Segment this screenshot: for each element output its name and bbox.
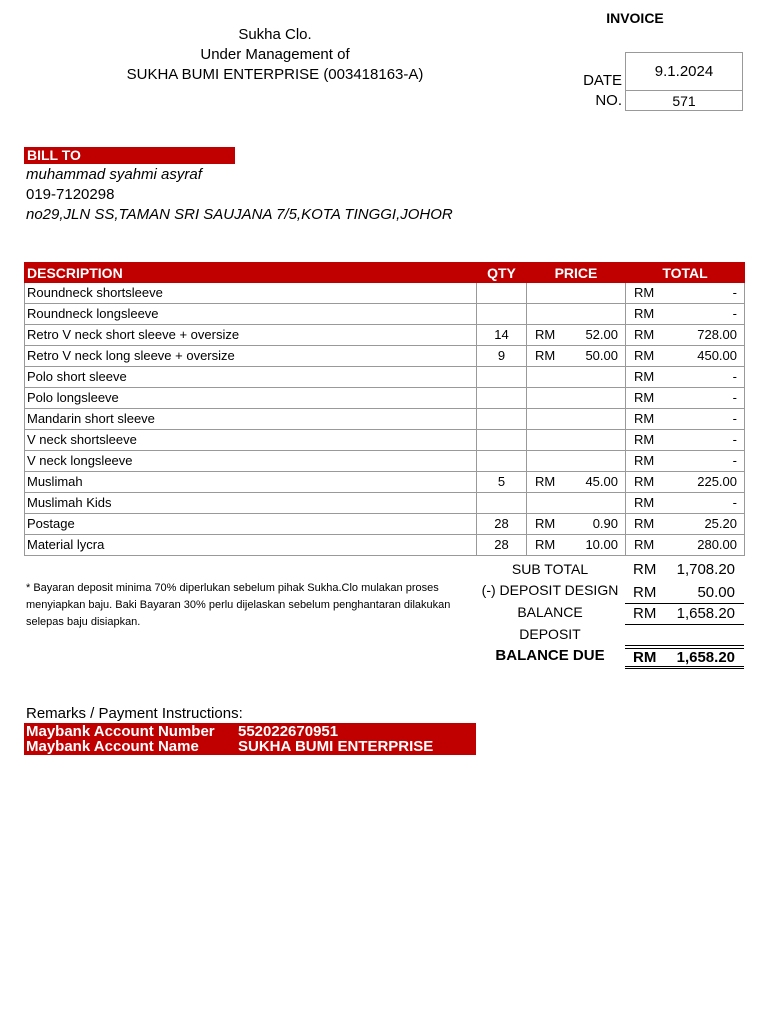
row-total <box>626 346 745 367</box>
description-header: DESCRIPTION <box>25 263 477 283</box>
invoice-number-label: NO. <box>595 92 622 109</box>
row-description: Postage <box>25 514 477 535</box>
row-qty: 28 <box>477 535 527 556</box>
total-header: TOTAL <box>626 263 745 283</box>
subtotal-currency: RM <box>633 561 657 578</box>
company-name: Sukha Clo. <box>238 26 312 43</box>
row-description: Material lycra <box>25 535 477 556</box>
table-row <box>25 325 745 346</box>
bill-to-header: BILL TO <box>24 147 235 164</box>
qty-header: QTY <box>477 263 527 283</box>
table-row <box>25 409 745 430</box>
balance-due-rule-bottom <box>625 666 744 667</box>
row-total-currency: RM <box>634 495 655 510</box>
row-total-currency: RM <box>634 537 655 552</box>
row-price <box>527 430 626 451</box>
row-total <box>626 472 745 493</box>
row-total <box>626 493 745 514</box>
row-qty <box>477 367 527 388</box>
balance-due-rule-bottom-2 <box>625 668 744 669</box>
row-qty <box>477 493 527 514</box>
row-total-amount: - <box>732 411 737 426</box>
table-row <box>25 346 745 367</box>
row-total-currency: RM <box>634 453 655 468</box>
row-price-currency: RM <box>535 348 556 363</box>
row-qty <box>477 283 527 304</box>
balance-rule <box>625 603 744 604</box>
account-number: 552022670951 <box>238 723 339 740</box>
account-number-bar <box>24 723 476 740</box>
deposit-design-label: (-) DEPOSIT DESIGN <box>481 582 619 598</box>
row-total <box>626 325 745 346</box>
row-qty <box>477 304 527 325</box>
balance-label: BALANCE <box>517 604 583 620</box>
row-total-amount: 728.00 <box>697 327 737 342</box>
balance-currency: RM <box>633 605 657 622</box>
row-price <box>527 346 626 367</box>
row-price-currency: RM <box>535 474 556 489</box>
row-total-amount: - <box>732 306 737 321</box>
row-total-amount: - <box>732 285 737 300</box>
row-price <box>527 388 626 409</box>
row-total-amount: 225.00 <box>697 474 737 489</box>
invoice-number: 571 <box>625 90 743 111</box>
table-row <box>25 367 745 388</box>
row-total-currency: RM <box>634 516 655 531</box>
row-total-amount: - <box>732 390 737 405</box>
row-qty <box>477 430 527 451</box>
row-total-amount: 25.20 <box>704 516 737 531</box>
row-total <box>626 514 745 535</box>
row-total <box>626 430 745 451</box>
row-price <box>527 367 626 388</box>
balance-value <box>625 605 743 625</box>
row-price <box>527 451 626 472</box>
row-description: Polo longsleeve <box>25 388 477 409</box>
row-total-amount: 450.00 <box>697 348 737 363</box>
customer-address: no29,JLN SS,TAMAN SRI SAUJANA 7/5,KOTA TINGGI,JOHOR <box>26 206 453 223</box>
row-description: Muslimah <box>25 472 477 493</box>
management-line: Under Management of <box>200 46 350 63</box>
row-description: Roundneck longsleeve <box>25 304 477 325</box>
account-name-bar <box>24 740 476 755</box>
row-total <box>626 304 745 325</box>
row-description: Retro V neck long sleeve + oversize <box>25 346 477 367</box>
table-row <box>25 388 745 409</box>
row-description: Polo short sleeve <box>25 367 477 388</box>
table-header-row <box>25 263 745 283</box>
row-price <box>527 304 626 325</box>
table-row <box>25 451 745 472</box>
table-row <box>25 430 745 451</box>
table-row <box>25 283 745 304</box>
balance-due-amount: 1,658.20 <box>676 649 735 666</box>
remarks-label: Remarks / Payment Instructions: <box>26 705 243 722</box>
table-row <box>25 514 745 535</box>
deposit-design-currency: RM <box>633 584 657 601</box>
row-price-amount: 0.90 <box>592 516 618 531</box>
account-name: SUKHA BUMI ENTERPRISE <box>238 740 434 755</box>
table-row <box>25 472 745 493</box>
row-price <box>527 325 626 346</box>
row-price <box>527 535 626 556</box>
row-qty <box>477 451 527 472</box>
row-price-amount: 10.00 <box>585 537 618 552</box>
row-total <box>626 388 745 409</box>
deposit-rule <box>625 624 744 625</box>
enterprise-name: SUKHA BUMI ENTERPRISE (003418163-A) <box>126 66 424 83</box>
balance-due-currency: RM <box>633 649 657 666</box>
row-qty: 28 <box>477 514 527 535</box>
row-price-amount: 45.00 <box>585 474 618 489</box>
row-qty: 14 <box>477 325 527 346</box>
account-name-label: Maybank Account Name <box>26 740 199 755</box>
subtotal-amount: 1,708.20 <box>676 561 735 578</box>
row-qty <box>477 388 527 409</box>
deposit-note: * Bayaran deposit minima 70% diperlukan sebelum pihak Sukha.Clo mulakan proses menyiapkan baju. Baki Bayaran 30% perlu dijelaskan sebelum penghantaran dilakukan selepas baju disiapkan. <box>26 582 451 628</box>
row-total-currency: RM <box>634 432 655 447</box>
items-table <box>24 262 745 556</box>
row-price <box>527 493 626 514</box>
row-total-currency: RM <box>634 474 655 489</box>
row-description: Muslimah Kids <box>25 493 477 514</box>
row-total-currency: RM <box>634 390 655 405</box>
row-description: Roundneck shortsleeve <box>25 283 477 304</box>
date-label: DATE <box>583 72 622 89</box>
balance-due-rule-top <box>625 645 744 646</box>
invoice-date: 9.1.2024 <box>625 52 743 90</box>
invoice-title: INVOICE <box>606 10 664 26</box>
row-description: Mandarin short sleeve <box>25 409 477 430</box>
row-description: V neck longsleeve <box>25 451 477 472</box>
row-price-currency: RM <box>535 537 556 552</box>
row-price-amount: 52.00 <box>585 327 618 342</box>
subtotal-value <box>625 561 743 581</box>
row-price-amount: 50.00 <box>585 348 618 363</box>
balance-amount: 1,658.20 <box>676 605 735 622</box>
subtotal-label: SUB TOTAL <box>511 561 589 577</box>
row-price-currency: RM <box>535 516 556 531</box>
row-qty: 5 <box>477 472 527 493</box>
balance-due-label: BALANCE DUE <box>495 647 605 664</box>
row-total-currency: RM <box>634 306 655 321</box>
row-total-currency: RM <box>634 411 655 426</box>
row-total-currency: RM <box>634 327 655 342</box>
deposit-design-amount: 50.00 <box>697 584 735 601</box>
row-price <box>527 472 626 493</box>
row-total-amount: - <box>732 453 737 468</box>
row-total <box>626 283 745 304</box>
row-total <box>626 535 745 556</box>
row-price <box>527 409 626 430</box>
account-number-label: Maybank Account Number <box>26 723 215 740</box>
customer-phone: 019-7120298 <box>26 186 115 203</box>
row-description: Retro V neck short sleeve + oversize <box>25 325 477 346</box>
row-total <box>626 409 745 430</box>
row-price <box>527 283 626 304</box>
row-price <box>527 514 626 535</box>
row-total-amount: - <box>732 432 737 447</box>
price-header: PRICE <box>527 263 626 283</box>
row-total-amount: - <box>732 369 737 384</box>
row-description: V neck shortsleeve <box>25 430 477 451</box>
table-row <box>25 493 745 514</box>
row-total-currency: RM <box>634 285 655 300</box>
table-row <box>25 304 745 325</box>
row-total-currency: RM <box>634 348 655 363</box>
table-row <box>25 535 745 556</box>
row-total <box>626 367 745 388</box>
row-total-currency: RM <box>634 369 655 384</box>
customer-name: muhammad syahmi asyraf <box>26 166 202 183</box>
deposit-design-value <box>625 584 743 604</box>
row-total-amount: - <box>732 495 737 510</box>
row-qty: 9 <box>477 346 527 367</box>
row-price-currency: RM <box>535 327 556 342</box>
row-qty <box>477 409 527 430</box>
deposit-label: DEPOSIT <box>519 626 581 642</box>
row-total-amount: 280.00 <box>697 537 737 552</box>
row-total <box>626 451 745 472</box>
